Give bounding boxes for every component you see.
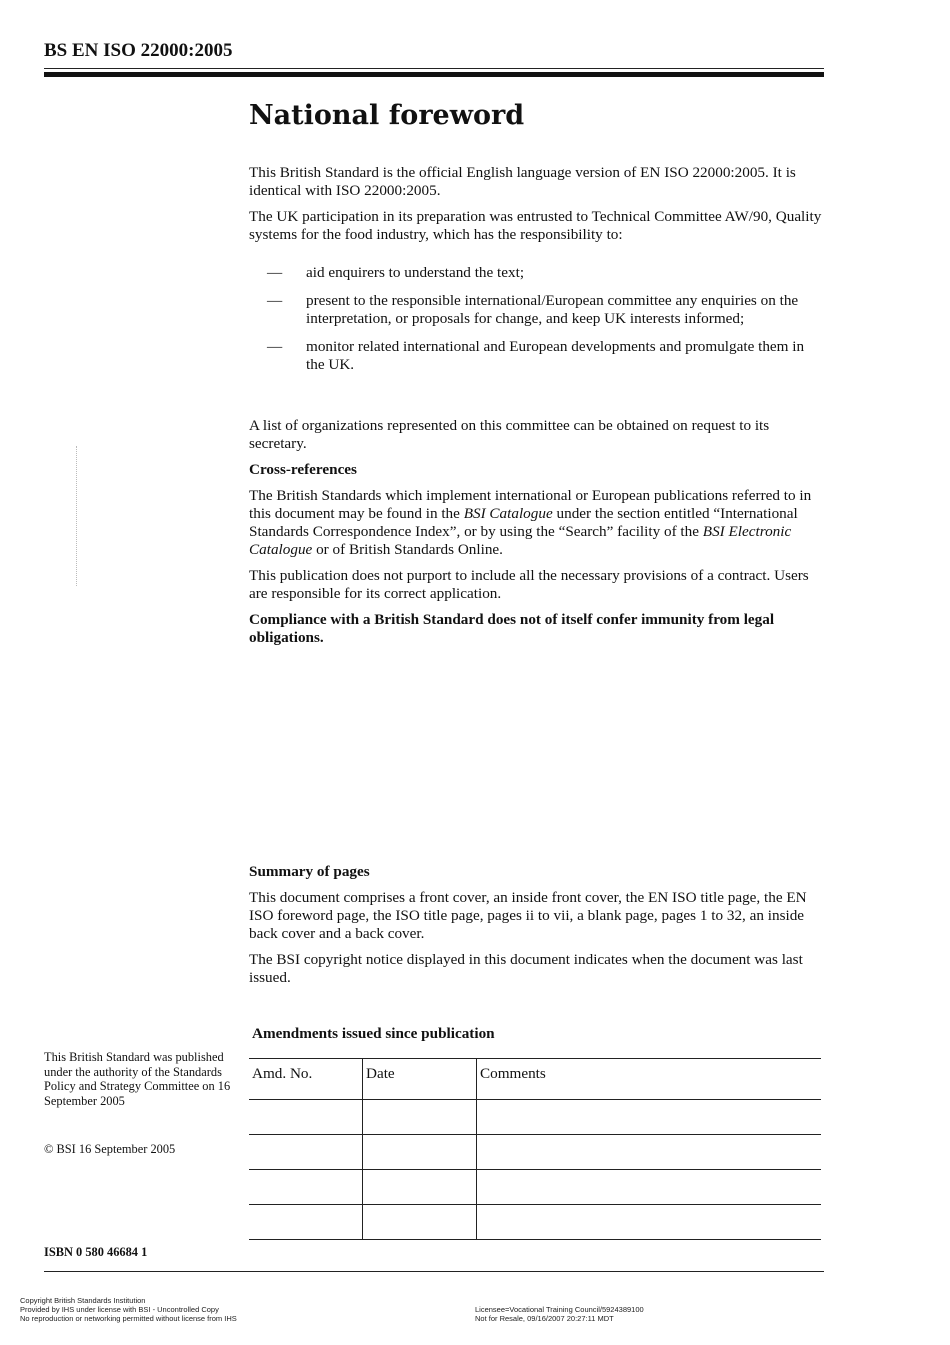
provisions-paragraph: This publication does not purport to include all the necessary provisions of a contract. Users are responsible for its correct application. xyxy=(249,567,809,602)
copyright-note: © BSI 16 September 2005 xyxy=(44,1142,176,1156)
amendments-heading: Amendments issued since publication xyxy=(252,1025,495,1042)
table-cell xyxy=(249,1205,363,1240)
intro-paragraph-1: This British Standard is the official English language version of EN ISO 22000:2005. It is identical with ISO 22000:2005. xyxy=(249,164,796,199)
list-item xyxy=(249,292,824,328)
column-header-date: Date xyxy=(363,1059,477,1100)
cross-ref-text: or of British Standards Online. xyxy=(312,541,503,558)
cross-references-heading: Cross-references xyxy=(249,461,357,478)
footer-right xyxy=(475,1305,644,1323)
header-thick-rule xyxy=(44,72,824,77)
page-title: National foreword xyxy=(249,100,525,131)
footer-resale-line: Not for Resale, 09/16/2007 20:27:11 MDT xyxy=(475,1314,614,1323)
table-header-row xyxy=(249,1059,821,1100)
dash-marker: — xyxy=(267,264,283,281)
table-cell xyxy=(363,1205,477,1240)
footer-licensee-line: Licensee=Vocational Training Council/5924389100 xyxy=(475,1305,644,1314)
table-cell xyxy=(477,1205,822,1240)
footer-left xyxy=(20,1296,237,1323)
cross-ref-text: under the section entitled “International Standards Correspondence Index”, or by using the “Search” facility of the xyxy=(249,505,798,540)
amendments-table xyxy=(249,1058,821,1240)
summary-paragraph-1: This document comprises a front cover, an inside front cover, the EN ISO title page, the EN ISO foreword page, the ISO title page, pages ii to vii, a blank page, pages 1 to 32, an inside back cover and a back cover. xyxy=(249,889,807,942)
column-header-comments: Comments xyxy=(477,1059,822,1100)
table-cell xyxy=(363,1135,477,1170)
table-cell xyxy=(477,1100,822,1135)
responsibility-list xyxy=(249,264,824,374)
margin-marks xyxy=(76,446,81,586)
dash-marker: — xyxy=(267,292,283,309)
list-item-text: present to the responsible international/European committee any enquiries on the interpretation, or proposals for change, and keep UK interests informed; xyxy=(306,292,799,327)
footer-provider-line: Provided by IHS under license with BSI - Uncontrolled Copy xyxy=(20,1305,219,1314)
table-cell xyxy=(477,1170,822,1205)
table-cell xyxy=(249,1100,363,1135)
summary-section xyxy=(249,863,824,995)
bsi-catalogue-title: BSI Catalogue xyxy=(463,505,553,522)
header-thin-rule xyxy=(44,68,824,69)
table-row xyxy=(249,1100,821,1135)
dash-marker: — xyxy=(267,338,283,355)
list-item-text: aid enquirers to understand the text; xyxy=(306,264,525,281)
summary-paragraph-2: The BSI copyright notice displayed in this document indicates when the document was last issued. xyxy=(249,951,803,986)
table-cell xyxy=(363,1100,477,1135)
list-item xyxy=(249,338,824,374)
publication-authority-note: This British Standard was published under the authority of the Standards Policy and Strategy Committee on 16 September 2005 xyxy=(44,1050,231,1108)
column-header-amd-no: Amd. No. xyxy=(249,1059,363,1100)
summary-heading: Summary of pages xyxy=(249,863,370,880)
organizations-note: A list of organizations represented on this committee can be obtained on request to its secretary. xyxy=(249,417,770,452)
cross-references-section xyxy=(249,417,824,655)
footer-copyright-line: Copyright British Standards Institution xyxy=(20,1296,146,1305)
table-cell xyxy=(249,1170,363,1205)
bsi-electronic-catalogue-title: BSI Electronic Catalogue xyxy=(249,523,792,558)
table-cell xyxy=(249,1135,363,1170)
list-item-text: monitor related international and European developments and promulgate them in the UK. xyxy=(306,338,805,373)
table-row xyxy=(249,1135,821,1170)
table-cell xyxy=(477,1135,822,1170)
table-cell xyxy=(363,1170,477,1205)
table-row xyxy=(249,1205,821,1240)
standard-id-header: BS EN ISO 22000:2005 xyxy=(44,40,233,61)
footer-reproduction-line: No reproduction or networking permitted without license from IHS xyxy=(20,1314,237,1323)
isbn: ISBN 0 580 46684 1 xyxy=(44,1245,148,1259)
intro-paragraph-2: The UK participation in its preparation was entrusted to Technical Committee AW/90, Quality systems for the food industry, which has the responsibility to: xyxy=(249,208,822,243)
intro-section xyxy=(249,164,824,384)
compliance-statement: Compliance with a British Standard does not of itself confer immunity from legal obligations. xyxy=(249,611,775,646)
table-row xyxy=(249,1170,821,1205)
cross-ref-text: The British Standards which implement international or European publications referred to in this document may be found in the xyxy=(249,487,812,522)
list-item xyxy=(249,264,824,282)
cross-references-paragraph xyxy=(249,487,824,559)
footer-rule xyxy=(44,1271,824,1272)
